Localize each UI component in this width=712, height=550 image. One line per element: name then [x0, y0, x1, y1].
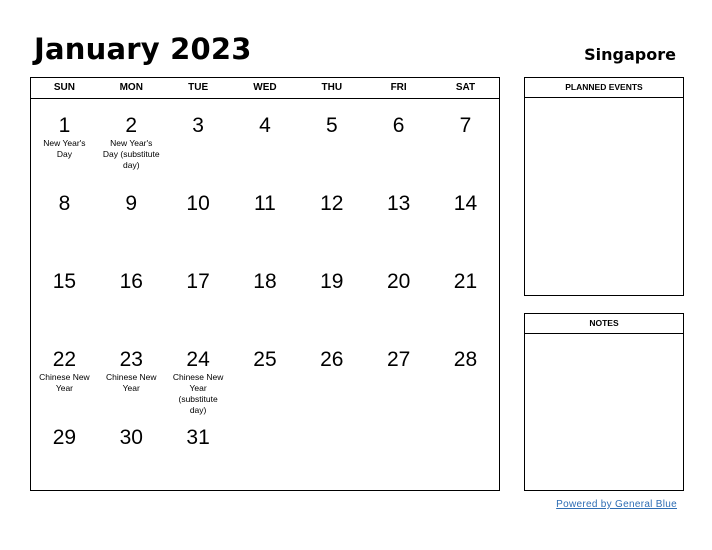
calendar-day [365, 411, 432, 481]
calendar-weeks [31, 99, 499, 481]
day-number: 5 [325, 114, 338, 137]
dow-sat: SAT [455, 82, 476, 93]
notes-heading: NOTES [525, 314, 683, 334]
calendar-day [165, 333, 232, 415]
calendar-day [232, 333, 299, 411]
calendar-day [232, 411, 299, 481]
day-number: 13 [386, 192, 411, 215]
calendar-day [432, 255, 499, 333]
calendar-day [432, 177, 499, 255]
calendar-day [98, 333, 165, 411]
holiday-note: Chinese New Year [105, 372, 157, 393]
calendar-day [298, 333, 365, 411]
calendar-week [31, 333, 499, 415]
day-number: 12 [320, 192, 344, 215]
day-number: 8 [58, 192, 71, 215]
calendar-day [298, 411, 365, 481]
calendar-day [31, 333, 98, 411]
dow-wed: WED [253, 82, 277, 93]
dow-sun: SUN [53, 82, 75, 93]
planned-events-heading: PLANNED EVENTS [525, 78, 683, 98]
holiday-note: Chinese New Year (substitute day) [172, 372, 224, 415]
calendar-day [232, 99, 299, 177]
dow-tue: TUE [188, 82, 209, 93]
day-number: 15 [52, 270, 77, 293]
day-number: 27 [386, 348, 411, 371]
day-number: 16 [119, 270, 143, 293]
calendar-day [365, 333, 432, 411]
day-number: 14 [453, 192, 478, 215]
day-number: 20 [386, 270, 411, 293]
calendar-day [432, 411, 499, 481]
day-number: 28 [453, 348, 478, 371]
day-number: 1 [58, 114, 71, 137]
day-number: 9 [125, 192, 138, 215]
day-number: 29 [52, 426, 77, 449]
day-number: 21 [453, 270, 478, 293]
day-number: 7 [459, 114, 472, 137]
holiday-note: Chinese New Year [39, 372, 90, 393]
calendar-day [31, 99, 98, 177]
day-number: 11 [254, 192, 276, 215]
calendar-day [232, 255, 299, 333]
day-number: 10 [186, 192, 210, 215]
calendar-week [31, 177, 499, 255]
calendar-week [31, 255, 499, 333]
day-number: 2 [125, 114, 138, 137]
holiday-note: New Year's Day [43, 138, 86, 159]
calendar-week [31, 411, 499, 481]
calendar-day [165, 411, 232, 481]
calendar-day [365, 99, 432, 177]
calendar-grid [30, 77, 500, 491]
calendar-day [298, 99, 365, 177]
calendar-day [432, 333, 499, 411]
day-number: 4 [259, 114, 271, 137]
days-of-week-header [31, 78, 499, 99]
calendar-day [365, 255, 432, 333]
day-number: 6 [392, 114, 405, 137]
calendar-week [31, 99, 499, 177]
powered-by-link[interactable]: Powered by General Blue [556, 499, 677, 510]
day-number: 26 [320, 348, 344, 371]
calendar-day [165, 177, 232, 255]
holiday-note: New Year's Day (substitute day) [102, 138, 160, 170]
dow-thu: THU [321, 82, 343, 93]
page-title: January 2023 [34, 32, 252, 66]
planned-events-box [524, 77, 684, 296]
calendar-day [232, 177, 299, 255]
day-number: 19 [320, 270, 344, 293]
calendar-day [98, 99, 165, 177]
calendar-day [98, 411, 165, 481]
dow-mon: MON [119, 82, 143, 93]
day-number: 3 [192, 114, 204, 137]
calendar-day [98, 255, 165, 333]
calendar-day [165, 99, 232, 177]
calendar-day [31, 411, 98, 481]
day-number: 24 [186, 348, 210, 371]
calendar-day [298, 255, 365, 333]
day-number: 18 [253, 270, 277, 293]
calendar-day [298, 177, 365, 255]
calendar-day [31, 177, 98, 255]
day-number: 23 [119, 348, 143, 371]
day-number: 17 [186, 270, 210, 293]
calendar-day [98, 177, 165, 255]
calendar-day [31, 255, 98, 333]
region-label: Singapore [584, 45, 676, 64]
calendar-day [165, 255, 232, 333]
notes-box [524, 313, 684, 491]
calendar-day [365, 177, 432, 255]
day-number: 30 [119, 426, 143, 449]
day-number: 25 [253, 348, 277, 371]
day-number: 22 [52, 348, 77, 371]
calendar-day [432, 99, 499, 177]
day-number: 31 [186, 426, 210, 449]
dow-fri: FRI [390, 82, 407, 93]
